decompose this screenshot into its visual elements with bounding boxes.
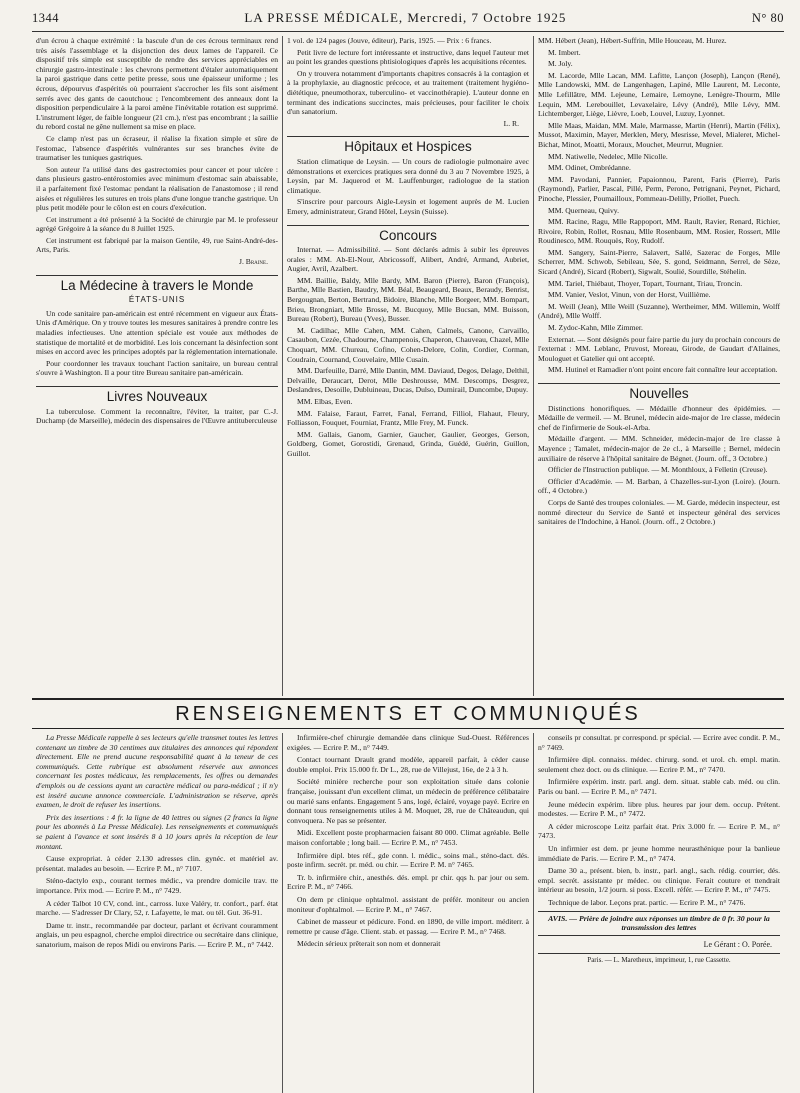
paragraph: Externat. — Sont désignés pour faire partie du jury du prochain concours de l'externat : MM. Leblanc, Pruvost, Moreau, Girode, de Gaudart d'Allaines, Mouloguet et Gatelier qui ont accepté. (538, 334, 780, 363)
paragraph: Corps de Santé des troupes coloniales. — M. Garde, médecin inspecteur, est nommé directeur du Service de Santé et inspecteur général des services sanitaires de l'Indochine, à Hanoï. (Journ. off., 2 Octobre.) (538, 497, 780, 527)
paragraph: MM. Sangery, Saint-Pierre, Salavert, Sallé, Sazerac de Forges, Mlle Scherrer, MM. Schwob, Sebileau, Sée, S. gond, Seidmann, Serrel, de Sèze, Sicard (André), Sicard (Robert), Sigwalt, Soulié, Sourdille, Stéhelin. (538, 247, 780, 277)
paragraph: Un code sanitaire pan-américain est entré récemment en vigueur aux États-Unis d'Amérique. On y trouve toutes les mesures sanitaires à prendre contre les maladies infectieuses. Une attention spéciale est vouée aux méthodes de statistique de mortalité et de morbidité. Les lois concernant la désinfection sont mises en accord avec les principes adoptés par la réglementation internationale. (36, 308, 278, 357)
paragraph: Médaille d'argent. — MM. Schneider, médecin-major de 1re classe à Mayence ; Tamalet, médecin-major de 2e cl., à Marseille ; Bernel, médecin auxiliaire de réserve à l'hôpital sanitaire de Bégnet. (Journ. off., 3 Octobre.) (538, 434, 780, 463)
paragraph: MM. Tariel, Thiébaut, Thoyer, Topart, Tournant, Triau, Troncin. (548, 278, 743, 288)
paragraph: Petit livre de lecture fort intéressante et instructive, dans lequel l'auteur met au point les grandes questions phtisiologiques d'après les acquisitions récentes. (287, 47, 529, 67)
section-title-concours: Concours (287, 225, 529, 241)
paragraph: M. Weill (Jean), Mlle Weill (Suzanne), Wertheimer, MM. Willemin, Wolff (André), Mlle Wolff. (538, 301, 780, 321)
column-2 (283, 36, 534, 696)
paragraph: M. Imbert. (548, 47, 581, 57)
paragraph: Cet instrument est fabriqué par la maison Gentile, 49, rue Saint-André-des-Arts, Paris. (36, 235, 278, 255)
classified-ad: Société minière recherche pour son exploitation située dans colonie française, jouissant d'un excellent climat, un médecin de préférence célibataire ou marié sans enfants. Engagement 5 ans, logé, éclairé, voyage payé. Ecrire en donnant tous renseignements utiles à M. Moquet, 28, rue de Châteaudun, qui convoquera. Ne pas se présenter. (287, 777, 529, 825)
column-3 (534, 36, 784, 696)
paragraph: Mlle Maas, Maidan, MM. Male, Marmasse, Martin (Henri), Martin (Félix), Mussot, Maximin, Mayer, Merklen, Mery, Mesrisse, Mevel, Mialeret, Michel-Bichat, Minot, Moatti, Moraux, Mouchet, Meurrut, Mugnier. (538, 120, 780, 149)
column-1 (32, 36, 283, 696)
classified-ad: Tr. b. infirmière chir., anesthés. dés. empl. pr chir. qqs h. par jour ou sem. Ecrire P. M., n° 7466. (287, 872, 529, 892)
classified-ad: Cabinet de masseur et pédicure. Fond. en 1890, de ville import. méditerr. à remettre pr cause d'âge. Client. stab. et passag. — Ecrire P. M., n° 7468. (287, 917, 529, 936)
paragraph: M. Cadilhac, Mlle Cahen, MM. Cahen, Calmels, Canone, Carvaillo, Casaubon, Cezée, Chadourne, Champenois, Chaperon, Chauveau, Chazel, Mlle Choquart, MM. Chureau, Cofino, Cohen-Delore, Colin, Cordier, Corman, Coudrain, Cournand, Couvelaire, Mlle Cusain. (287, 325, 529, 364)
paragraph: S'inscrire pour parcours Aigle-Leysin et logement auprès de M. Lucien Emery, administrateur, Grand Hôtel, Leysin (Suisse). (287, 197, 529, 216)
section-title-livres: Livres Nouveaux (36, 386, 278, 402)
classified-ad: A céder microscope Leitz parfait état. Prix 3.000 fr. — Ecrire P. M., n° 7473. (538, 821, 780, 841)
section-title-hopitaux: Hôpitaux et Hospices (287, 136, 529, 152)
classified-ad: Médecin sérieux prêterait son nom et donnerait (297, 939, 441, 949)
paragraph: Internat. — Admissibilité. — Sont déclarés admis à subir les épreuves orales : MM. Ab-El-Nour, Abricossoff, Alibert, André, Armand, Aubriet, Augier, Avril, Azalbert. (287, 245, 529, 274)
paragraph: Pour coordonner les travaux touchant l'action sanitaire, un bureau central s'ouvre à Washington. Il a pour titre Bureau sanitaire pan-américain. (36, 358, 278, 378)
classifieds-column-2 (283, 733, 534, 1093)
page-header (32, 10, 784, 32)
paragraph: Ce clamp n'est pas un écraseur, il réalise la fixation simple et sûre de l'estomac, l'absence d'aspérités vulnérantes sur ses branches évite de traumatiser les tuniques gastriques. (36, 133, 278, 163)
paragraph: d'un écrou à chaque extrémité : la bascule d'un de ces écrous terminaux rend très aisés l'assemblage et la disjonction des deux lames de l'appareil. Ce dispositif très simple est susceptible de rendre des services appréciables en chirurgie gastro-intestinale : les chevrons permettent d'étaler automatiquement la paroi gastrique dans cette petite presse, sous une épaisseur uniforme ; les écrous, dépourvus d'aspérités où pourraient s'accrocher les fils sont aisément serrés avec des gants de caoutchouc ; l'encombrement des anneaux dont la disposition perpendiculaire à la paroi amène l'inévitable rotation est supprimé. L'instrument léger, de faible longueur (21 cm.), n'est pas encombrant ; la saillie du rebord costal ne gêne nullement sa mise en place. (36, 36, 278, 132)
paragraph: Officier de l'Instruction publique. — M. Monthloux, à Felletin (Creuse). (548, 465, 768, 475)
printer-imprint: Paris. — L. Maretheux, imprimeur, 1, rue Cassette. (538, 953, 780, 966)
manager-signature: Le Gérant : O. Porée. (703, 939, 772, 949)
newspaper-page (32, 10, 784, 1072)
top-section (32, 36, 784, 696)
paragraph: MM. Hébert (Jean), Hébert-Suffrin, Mlle Houceau, M. Hurez. (538, 36, 727, 45)
journal-title: LA PRESSE MÉDICALE, Mercredi, 7 Octobre 1925 (244, 10, 567, 25)
classified-ad: On dem pr clinique ophtalmol. assistant de préfér. moniteur ou ancien moniteur d'ophtalmol. — Ecrire P. M., n° 7467. (287, 894, 529, 914)
classified-ad: A céder Talbot 10 CV, cond. int., carross. luxe Valéry, tr. confort., parf. état marche. — S'adresser Dr Clary, 52, r. Lafayette, le mat. ou tél. Gut. 36-91. (36, 898, 278, 918)
classified-ad: Infirmière dipl. connaiss. médec. chirurg. sond. et urol. ch. empl. matin. seulement chez doct. ou ds clinique. — Ecrire P. M., n° 7470. (538, 755, 780, 774)
paragraph: M. Joly. (548, 59, 573, 69)
paragraph: MM. Falaise, Faraut, Farret, Fanal, Ferrand, Filliol, Flahaut, Fleury, Folliasson, Fouquet, Fourniat, Frantz, Mlle Frey, M. Funck. (287, 408, 529, 428)
section-subtitle: ÉTATS-UNIS (128, 295, 186, 305)
paragraph: La tuberculose. Comment la reconnaître, l'éviter, la traiter, par C.-J. Duchamp (de Marseille), médecin des dispensaires de l'Œuvre antituberculeuse (36, 406, 278, 426)
classified-ad: Un infirmier est dem. pr jeune homme neurasthénique pour la banlieue immédiate de Paris. — Ecrire P. M., n° 7474. (538, 843, 780, 863)
section-title-medecine: La Médecine à travers le Monde (36, 275, 278, 291)
paragraph: M. Lacorde, Mlle Lacan, MM. Lafitte, Lançon (Joseph), Lançon (René), Mlle Landowski, MM. de Langenhagen, Lapiné, Mlle Laurent, M. Leconte, Mlle Lefillâtre, MM. Lejeune, Lemaire, Lemoyne, Lenègre-Thourm, Mlle Lequin, MM. Lerebouillet, Levaxelaire, Lévy (André), Mlle Lévy, MM. Lichtemberger, Liège, Lièvre, Loeb, Louvel, Luzuy, Lyonnet. (538, 70, 780, 119)
page-number: 1344 (32, 11, 59, 25)
paragraph: Son auteur l'a utilisé dans des gastrectomies pour cancer et pour ulcère : dans plusieurs gastro-entérostomies avec minimum d'estomac sain abaissable, il a parfaitement fixé l'estomac pendant la réalisation de l'anastomose ; il rend aisées et régulières les sutures en trois plans d'une longue tranche gastrique. Un plus petit modèle pour le côlon est en cours d'exécution. (36, 164, 278, 213)
paragraph: MM. Baillie, Baldy, Mlle Bardy, MM. Baron (Pierre), Baron (François), Barthe, Mlle Bastien, Baudry, MM. Béal, Beaugeard, Beaux, Beraudy, Benrist, Bergougnan, Berton, Bertrand, Bidoire, Blanche, Mlle Borgeer, MM. Bompart, Brieu, Brongniart, Mlle Brosse, M. Bucquoy, Mlle Bucsan, MM. Buisson, Bureau (Robert), Bureau (Yves), Busser. (287, 275, 529, 324)
paragraph: Cet instrument a été présenté à la Société de chirurgie par M. le professeur agrégé Grégoire à la séance du 8 Juillet 1925. (36, 214, 278, 234)
notice-box: AVIS. — Prière de joindre aux réponses un timbre de 0 fr. 30 pour la transmission des lettres (538, 911, 780, 936)
classifieds-intro: La Presse Médicale rappelle à ses lecteurs qu'elle transmet toutes les lettres contenant un timbre de 30 centimes aux titulaires des annonces qui répondent directement. Elle ne prend aucune responsabilité quant à la teneur de ces communiqués. Cette rubrique est absolument réservée aux annonces concernant les postes médicaux, les remplacements, les offres ou demandes d'emplois ou de cessions ayant un caractère médical ou para-médical ; il n'y est inséré aucune annonce commerciale. L'administration se réserve, après examen, le droit de refuser les insertions. (36, 733, 278, 810)
paragraph: MM. Gallais, Ganom, Garnier, Gaucher, Gaulier, Georges, Gerson, Goldberg, Gomet, Gorostidi, Grenaud, Grinda, Guédé, Guérin, Guillon, Guillot. (287, 429, 529, 458)
paragraph: MM. Racine, Ragu, Mlle Rappoport, MM. Rault, Ravier, Renard, Richier, Rivoire, Robin, Rollet, Rosnau, Mlle Rosenbaum, MM. Rosier, Rossert, Mlle Roudinesco, MM. Rouquès, Roy, Rudolf. (538, 217, 780, 246)
signature: J. Braine. (239, 257, 268, 267)
classified-ad: Jeune médecin expérim. libre plus. heures par jour dem. occup. Prétent. modestes. — Ecrire P. M., n° 7472. (538, 799, 780, 819)
classified-ad: conseils pr consultat. pr correspond. pr spécial. — Ecrire avec condit. P. M., n° 7469. (538, 733, 780, 752)
paragraph: MM. Elbas, Even. (297, 397, 353, 406)
classified-ad: Dame 30 a., présent. bien, b. instr., parl. angl., sach. rédig. courrier, dés. empl. secrét. assistante pr médec. ou clinique. Ferait couture et ttendrait intérieur au besoin, 1/2 journ. si poss. Excell. référ. — Ecrire P. M., n° 7475. (538, 866, 780, 895)
paragraph: Officier d'Académie. — M. Barban, à Chazelles-sur-Lyon (Loire). (Journ. off., 4 Octobre.) (538, 476, 780, 496)
paragraph: MM. Pavodani, Pannier, Papaionnou, Parent, Faris (Pierre), Paris (Raymond), Parlier, Pascal, Pillé, Perm, Perono, Petrignani, Peynet, Pichard, Pinoche, Plessier, Poumailloux, Pommeau-Delilly, Priollet, Puech. (538, 174, 780, 203)
classifieds-column-3 (534, 733, 784, 1093)
section-title-nouvelles: Nouvelles (538, 383, 780, 399)
paragraph: On y trouvera notamment d'importants chapitres consacrés à la contagion et à la prophylaxie, au diagnostic précoce, et au traitement (traitement hygiéno-diététique, pneumothorax, tuberculino- et vaccinothérapie). L'auteur donne en terminant des indications succinctes, mais précieuses, pour faciliter le choix d'un sanatorium. (287, 68, 529, 117)
signature: L. R. (503, 118, 519, 128)
paragraph: MM. Hutinel et Ramadier n'ont point encore fait connaître leur acceptation. (548, 365, 778, 375)
classifieds-prices: Prix des insertions : 4 fr. la ligne de 40 lettres ou signes (2 francs la ligne pour les abonnés à La Presse Médicale). Les renseignements et communiqués se paient à l'avance et sont insérés 8 à 10 jours après la réception de leur montant. (36, 812, 278, 851)
paragraph: Station climatique de Leysin. — Un cours de radiologie pulmonaire avec démonstrations et exercices pratiques sera donné du 3 au 7 Novembre 1925, à Leysin, par M. Jaquerod et M. Lauffenburger, radiologue de la station climatique. (287, 156, 529, 195)
paragraph: MM. Vanier, Veslot, Vinun, von der Horst, Vuillième. (548, 290, 711, 300)
section-banner: RENSEIGNEMENTS ET COMMUNIQUÉS (32, 698, 784, 729)
paragraph: MM. Odinet, Ombrédanne. (548, 163, 631, 173)
paragraph: M. Zydoc-Kahn, Mlle Zimmer. (548, 323, 643, 333)
classified-ad: Cause expropriat. à céder 2.130 adresses clin. gynéc. et matériel av. présentat. malades au besoin. — Ecrire P. M., n° 7107. (36, 854, 278, 873)
classifieds-column-1 (32, 733, 283, 1093)
classified-ad: Contact tournant Drault grand modèle, appareil parfait, à céder cause double emploi. Prix 15.000 fr. Dr L., 28, rue de Villejust, 16e, de 2 à 3 h. (287, 755, 529, 774)
paragraph: 1 vol. de 124 pages (Jouve, éditeur), Paris, 1925. — Prix : 6 francs. (287, 36, 492, 45)
paragraph: MM. Darfeuille, Darré, Mlle Dantin, MM. Daviaud, Degos, Delage, Delthil, Delvaille, Deraucart, Derot, Mlle Deshrousse, MM. Descomps, Desgrez, Deslandres, Desoille, Dubluineau, Ducas, Dulso, Dumirail, Duncombe, Dupuy. (287, 366, 529, 395)
issue-number: N° 80 (751, 11, 784, 25)
classified-ad: Midi. Excellent poste propharmacien faisant 80 000. Climat agréable. Belle maison confortable ; long bail. — Ecrire P. M., n° 7453. (287, 828, 529, 847)
paragraph: MM. Natiwelle, Nedelec, Mlle Nicolle. (548, 151, 668, 161)
classified-ad: Infirmière-chef chirurgie demandée dans clinique Sud-Ouest. Références exigées. — Ecrire P. M., n° 7449. (287, 733, 529, 752)
classified-ad: Infirmière dipl. btes réf., gde conn. l. médic., soins mal., sténo-dact. dés. poste infirm. secrét. pr. méd. ou chir. — Ecrire P. M. n° 7465. (287, 850, 529, 870)
classified-ad: Sténo-dactylo exp., courant termes médic., va prendre domicile trav. tte importance. Prix mod. — Ecrire P. M., n° 7429. (36, 876, 278, 895)
classified-ad: Infirmière expérim. instr. parl. angl. dem. situat. stable cab. méd. ou clin. Paris ou banl. — Ecrire P. M., n° 7471. (538, 777, 780, 796)
paragraph: Distinctions honorifiques. — Médaille d'honneur des épidémies. — Médaille de vermeil. — M. Brunel, médecin aide-major de 1re classe, médecin chef de l'infirmerie de Souk-el-Arba. (538, 403, 780, 432)
paragraph: MM. Querneau, Quivy. (548, 205, 620, 215)
classified-ad: Dame tr. instr., recommandée par docteur, parlant et écrivant couramment anglais, un peu espagnol, cherche emploi directrice ou secrétaire dans clinique, sanatorium, maison de repos Midi ou environs Paris. — Ecrire P. M., n° 7442. (36, 920, 278, 949)
classified-ad: Technique de labor. Leçons prat. partic. — Ecrire P. M., n° 7476. (548, 897, 746, 907)
classifieds-section (32, 733, 784, 1093)
